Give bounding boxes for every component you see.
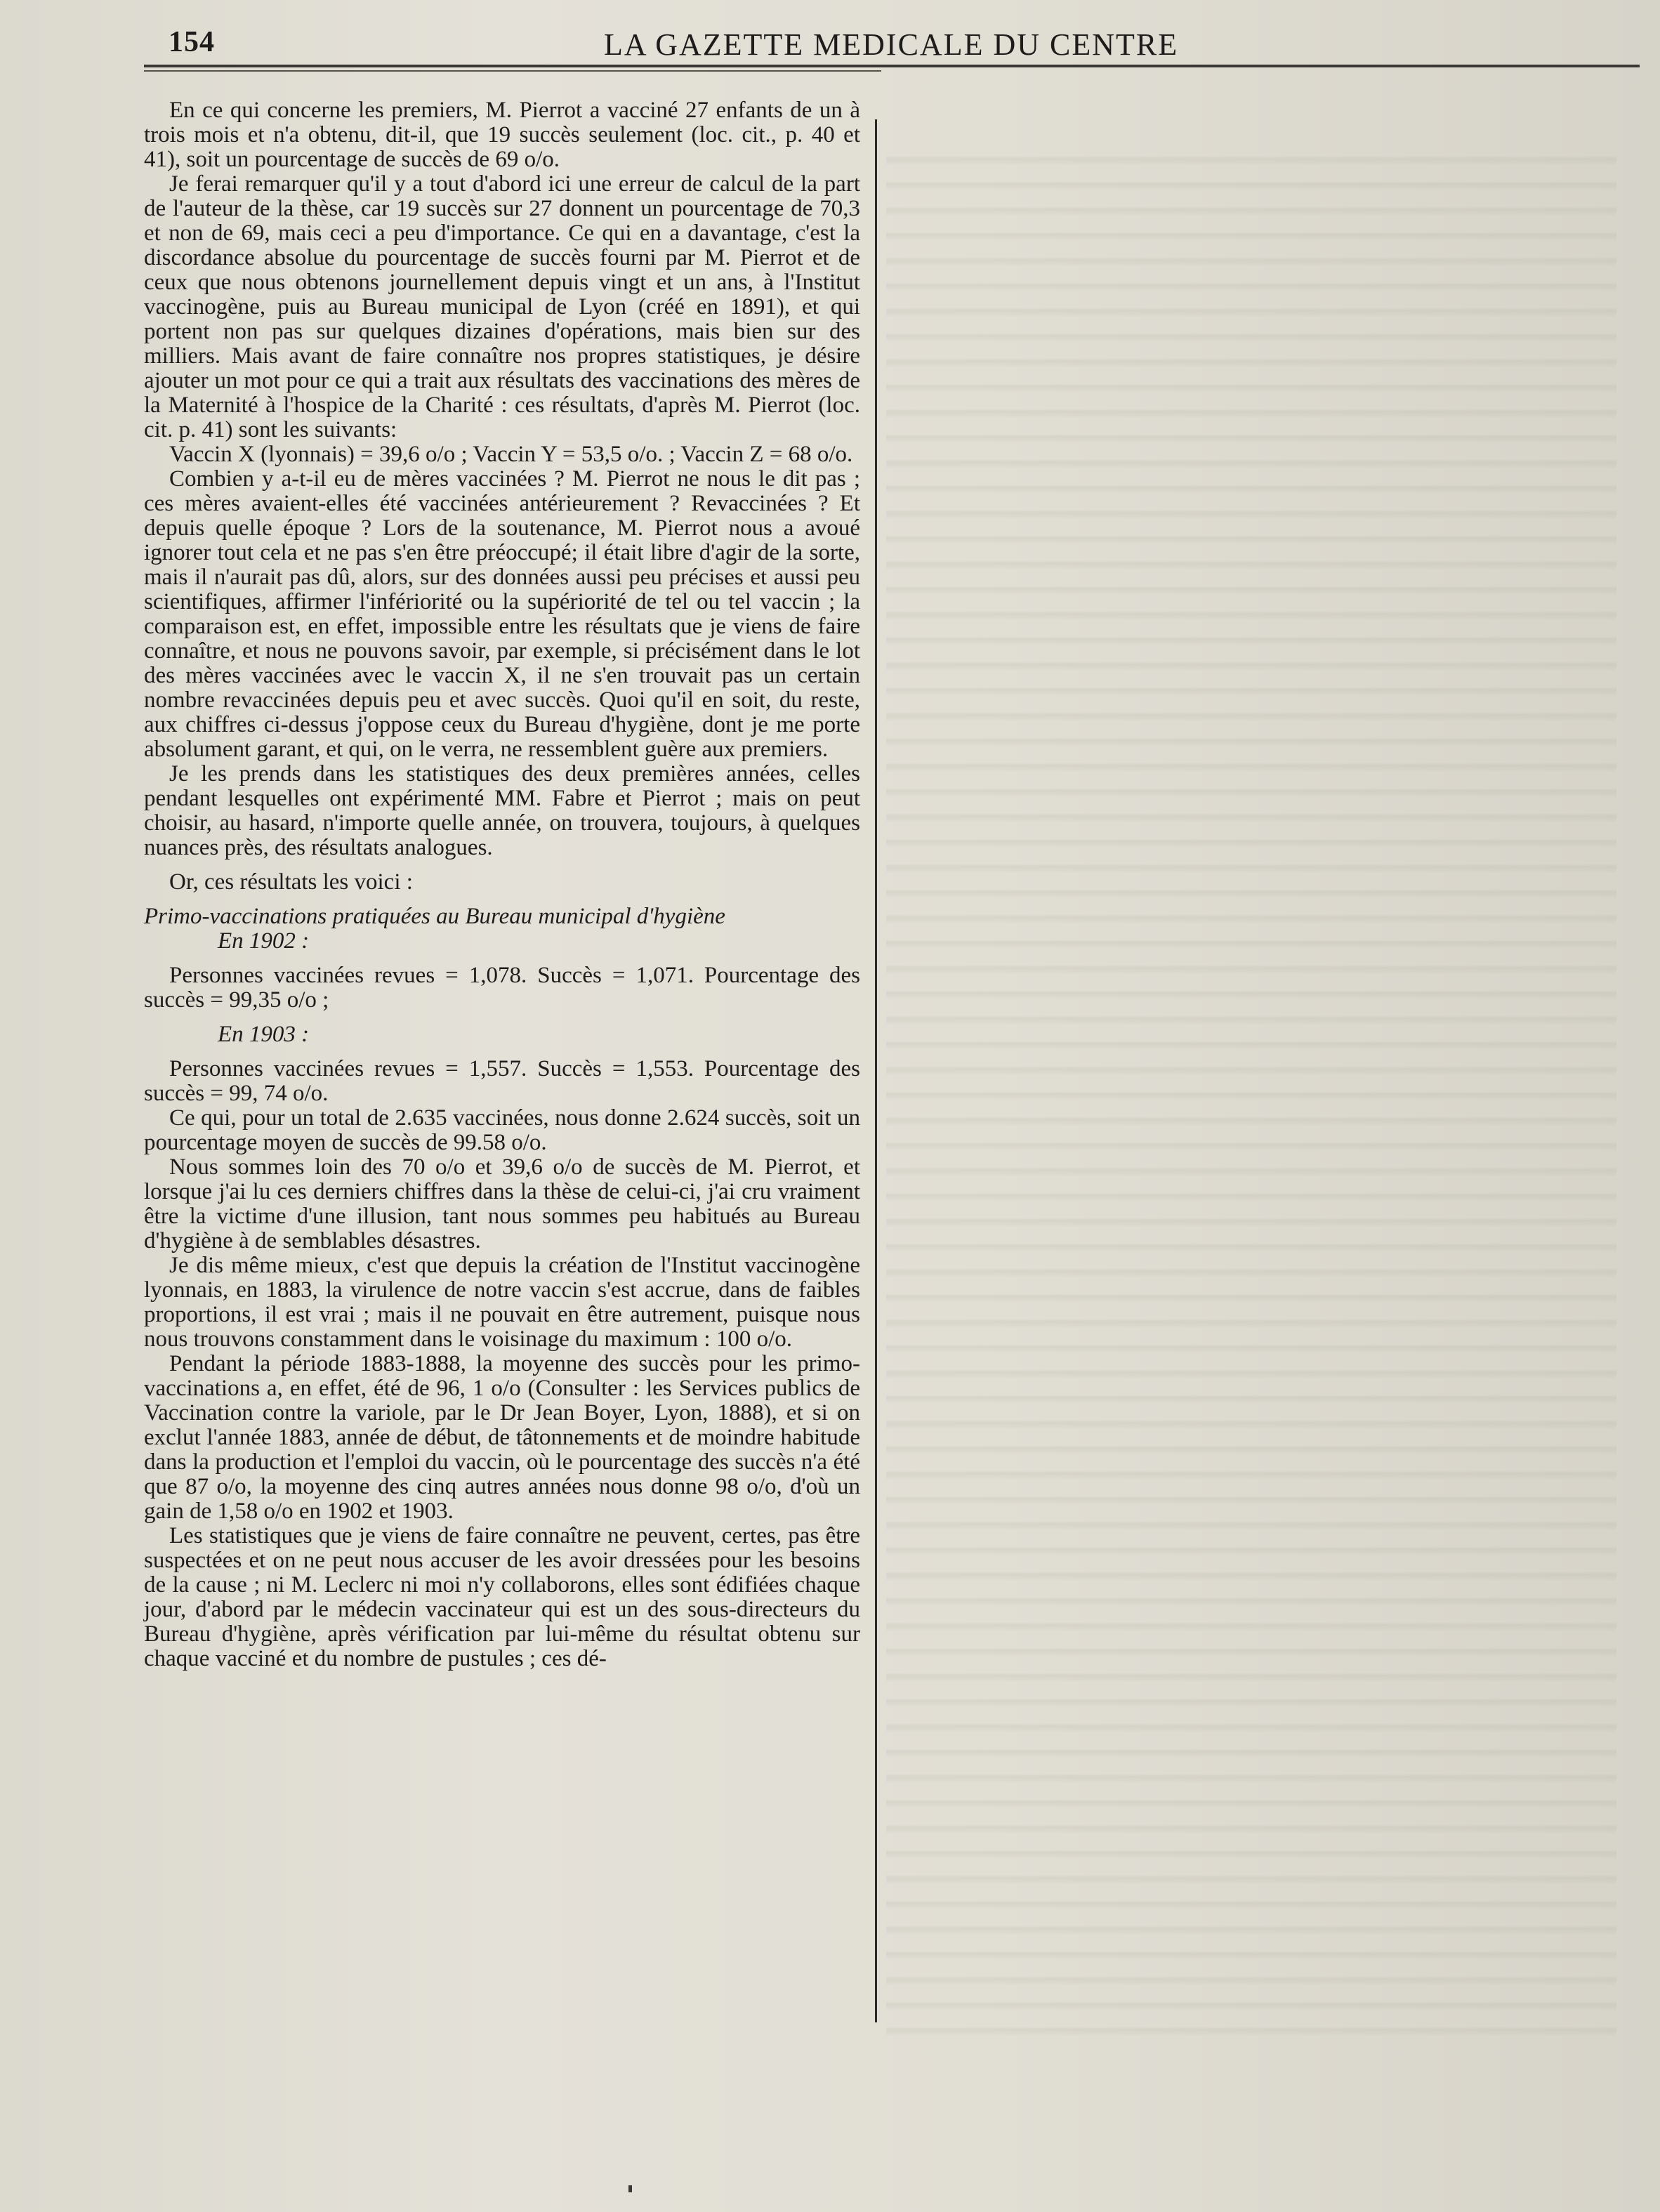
paragraph: Combien y a-t-il eu de mères vaccinées ? M. Pierrot ne nous le dit pas ; ces mères avaient-elles été vaccinées antérieurement ? Revaccinées ? Et depuis quelle époque ? Lors de la soutenance, M. Pierrot nous a avoué ignorer tout cela et ne pas s'en être préoccupé; il était libre d'agir de la sorte, mais il n'aurait pas dû, alors, sur des données aussi peu précises et aussi peu scientifiques, affirmer l'infériorité ou la supériorité de tel ou tel vaccin ; la comparaison est, en effet, impossible entre les résultats que je viens de faire connaître, et nous ne pouvons savoir, par exemple, si précisément dans le lot des mères vaccinées avec le vaccin X, il ne s'en trouvait pas un certain nombre revaccinées depuis peu et avec succès. Quoi qu'il en soit, du reste, aux chiffres ci-dessus j'oppose ceux du Bureau d'hygiène, dont je me porte absolument garant, et qui, on le verra, ne ressemblent guère aux premiers. (144, 466, 860, 762)
paragraph: Nous sommes loin des 70 o/o et 39,6 o/o de succès de M. Pierrot, et lorsque j'ai lu ces derniers chiffres dans la thèse de celui-ci, j'ai cru vraiment être la victime d'une illusion, tant nous sommes peu habitués au Bureau d'hygiène à de semblables désastres. (144, 1154, 860, 1253)
year-result: Personnes vaccinées revues = 1,557. Succès = 1,553. Pourcentage des succès = 99, 74 o/o. (144, 1056, 860, 1106)
table-title: Primo-vaccinations pratiquées au Bureau municipal d'hygiène (144, 904, 725, 929)
paragraph: Or, ces résultats les voici : (169, 869, 413, 895)
paragraph: En ce qui concerne les premiers, M. Pierrot a vacciné 27 enfants de un à trois mois et n'a obtenu, dit-il, que 19 succès seulement (loc. cit., p. 40 et 41), soit un pourcentage de succès de 69 o/o. (144, 98, 860, 172)
year-heading: En 1903 : (218, 1022, 310, 1047)
paragraph: Je dis même mieux, c'est que depuis la création de l'Institut vaccinogène lyonnais, en 1883, la virulence de notre vaccin s'est accrue, dans de faibles proportions, il est vrai ; mais il ne pouvait en être autrement, puisque nous nous trouvons constamment dans le voisinage du maximum : 100 o/o. (144, 1253, 860, 1352)
header-rule-secondary (144, 70, 881, 72)
journal-title: LA GAZETTE MEDICALE DU CENTRE (604, 27, 1179, 62)
year-heading: En 1902 : (218, 928, 310, 954)
paragraph: Vaccin X (lyonnais) = 39,6 o/o ; Vaccin Y = 53,5 o/o. ; Vaccin Z = 68 o/o. (169, 442, 853, 467)
paragraph: Ce qui, pour un total de 2.635 vaccinées, nous donne 2.624 succès, soit un pourcentage moyen de succès de 99.58 o/o. (144, 1105, 860, 1155)
header-rule (144, 65, 1640, 67)
page-number: 154 (169, 26, 215, 58)
paragraph: Pendant la période 1883-1888, la moyenne des succès pour les primo-vaccinations a, en effet, été de 96, 1 o/o (Consulter : les Services publics de Vaccination contre la variole, par le Dr Jean Boyer, Lyon, 1888), et si on exclut l'année 1883, année de début, de tâtonnements et de moindre habitude dans la production et l'emploi du vaccin, où le pourcentage des succès n'a été que 87 o/o, la moyenne des cinq autres années nous donne 98 o/o, d'où un gain de 1,58 o/o en 1902 et 1903. (144, 1351, 860, 1524)
page-header (147, 21, 1187, 63)
paragraph: Je ferai remarquer qu'il y a tout d'abord ici une erreur de calcul de la part de l'auteur de la thèse, car 19 succès sur 27 donnent un pourcentage de 70,3 et non de 69, mais ceci a peu d'importance. Ce qui en a davantage, c'est la discordance absolue du pourcentage de succès fourni par M. Pierrot et de ceux que nous obtenons journellement depuis vingt et un ans, à l'Institut vaccinogène, puis au Bureau municipal de Lyon (créé en 1891), et qui portent non pas sur quelques dizaines d'opérations, mais bien sur des milliers. Mais avant de faire connaître nos propres statistiques, je désire ajouter un mot pour ce qui a trait aux résultats des vaccinations des mères de la Maternité à l'hospice de la Charité : ces résultats, d'après M. Pierrot (loc. cit. p. 41) sont les suivants: (144, 171, 860, 442)
bleed-through-text (886, 140, 1616, 2036)
column-rule (875, 119, 877, 2022)
paragraph: Les statistiques que je viens de faire connaître ne peuvent, certes, pas être suspectées et on ne peut nous accuser de les avoir dressées pour les besoins de la cause ; ni M. Leclerc ni moi n'y collaborons, elles sont édifiées chaque jour, d'abord par le médecin vaccinateur qui est un des sous-directeurs du Bureau d'hygiène, après vérification par lui-même du résultat obtenu sur chaque vacciné et du nombre de pustules ; ces dé- (144, 1523, 860, 1671)
year-result: Personnes vaccinées revues = 1,078. Succès = 1,071. Pourcentage des succès = 99,35 o/o ; (144, 963, 860, 1013)
paragraph: Je les prends dans les statistiques des deux premières années, celles pendant lesquelles ont expérimenté MM. Fabre et Pierrot ; mais on peut choisir, au hasard, n'importe quelle année, on trouvera, toujours, à quelques nuances près, des résultats analogues. (144, 761, 860, 860)
footer-mark (628, 2185, 632, 2192)
text-column (144, 98, 860, 2036)
